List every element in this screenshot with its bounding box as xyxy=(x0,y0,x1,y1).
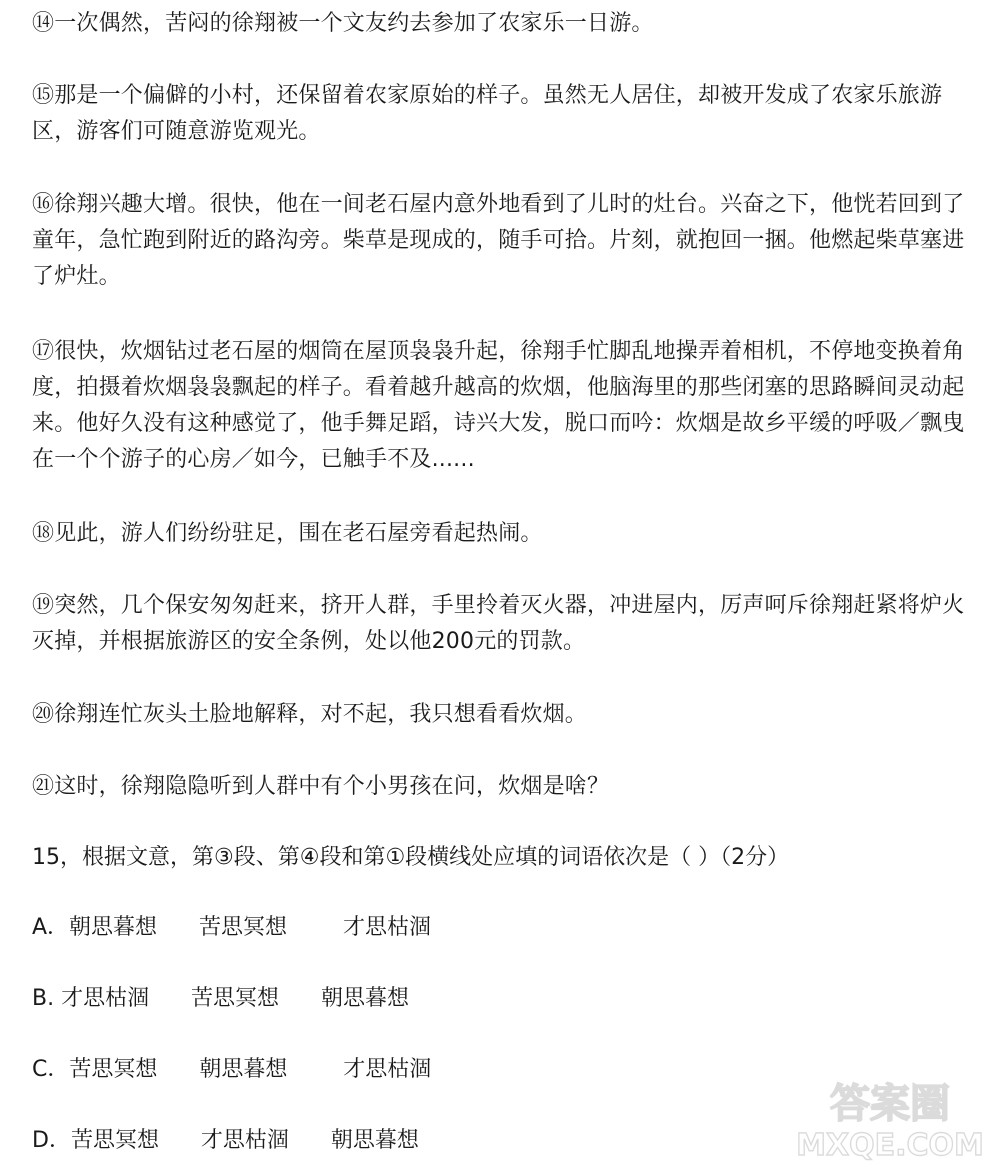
paragraph-14: ⑭一次偶然，苦闷的徐翔被一个文友约去参加了农家乐一日游。 xyxy=(32,11,654,36)
question-stem: 15，根据文意，第③段、第④段和第①段横线处应填的词语依次是（ ）（2分） xyxy=(32,845,790,870)
paragraph-20: ⑳徐翔连忙灰头土脸地解释，对不起，我只想看看炊烟。 xyxy=(32,702,588,727)
paragraph-18: ⑱见此，游人们纷纷驻足，围在老石屋旁看起热闹。 xyxy=(32,521,543,546)
site-watermark xyxy=(790,1069,990,1165)
paragraph-19: ⑲突然，几个保安匆匆赶来，挤开人群，手里拎着灭火器，冲进屋内，厉声呵斥徐翔赶紧将炉火灭掉，并根据旅游区的安全条例，处以他200元的罚款。 xyxy=(32,593,965,654)
option-a: A．朝思暮想 苦思冥想 才思枯涸 xyxy=(32,915,431,940)
paragraph-17: ⑰很快，炊烟钻过老石屋的烟筒在屋顶袅袅升起，徐翔手忙脚乱地操弄着相机，不停地变换着角度，拍摄着炊烟袅袅飘起的样子。看着越升越高的炊烟，他脑海里的那些闭塞的思路瞬间灵动起来。他好久没有这种感觉了，他手舞足蹈，诗兴大发，脱口而吟：炊烟是故乡平缓的呼吸／飘曳在一个个游子的心房／如今，已触手不及...... xyxy=(32,339,965,472)
paragraph-21: ㉑这时，徐翔隐隐听到人群中有个小男孩在问，炊烟是啥？ xyxy=(32,774,610,799)
option-d: D．苦思冥想 才思枯涸 朝思暮想 xyxy=(32,1128,419,1153)
option-c: C．苦思冥想 朝思暮想 才思枯涸 xyxy=(32,1057,432,1082)
paragraph-15: ⑮那是一个偏僻的小村，还保留着农家原始的样子。虽然无人居住，却被开发成了农家乐旅游区，游客们可随意游览观光。 xyxy=(32,83,943,144)
watermark-text-top: 答案圈 xyxy=(830,1081,950,1127)
paragraph-16: ⑯徐翔兴趣大增。很快，他在一间老石屋内意外地看到了儿时的灶台。兴奋之下，他恍若回到了童年，急忙跑到附近的路沟旁。柴草是现成的，随手可拾。片刻，就抱回一捆。他燃起柴草塞进了炉灶。 xyxy=(32,192,965,289)
option-b: B. 才思枯涸 苦思冥想 朝思暮想 xyxy=(32,986,409,1011)
watermark-text-bottom: MXQE.COM xyxy=(796,1128,984,1163)
